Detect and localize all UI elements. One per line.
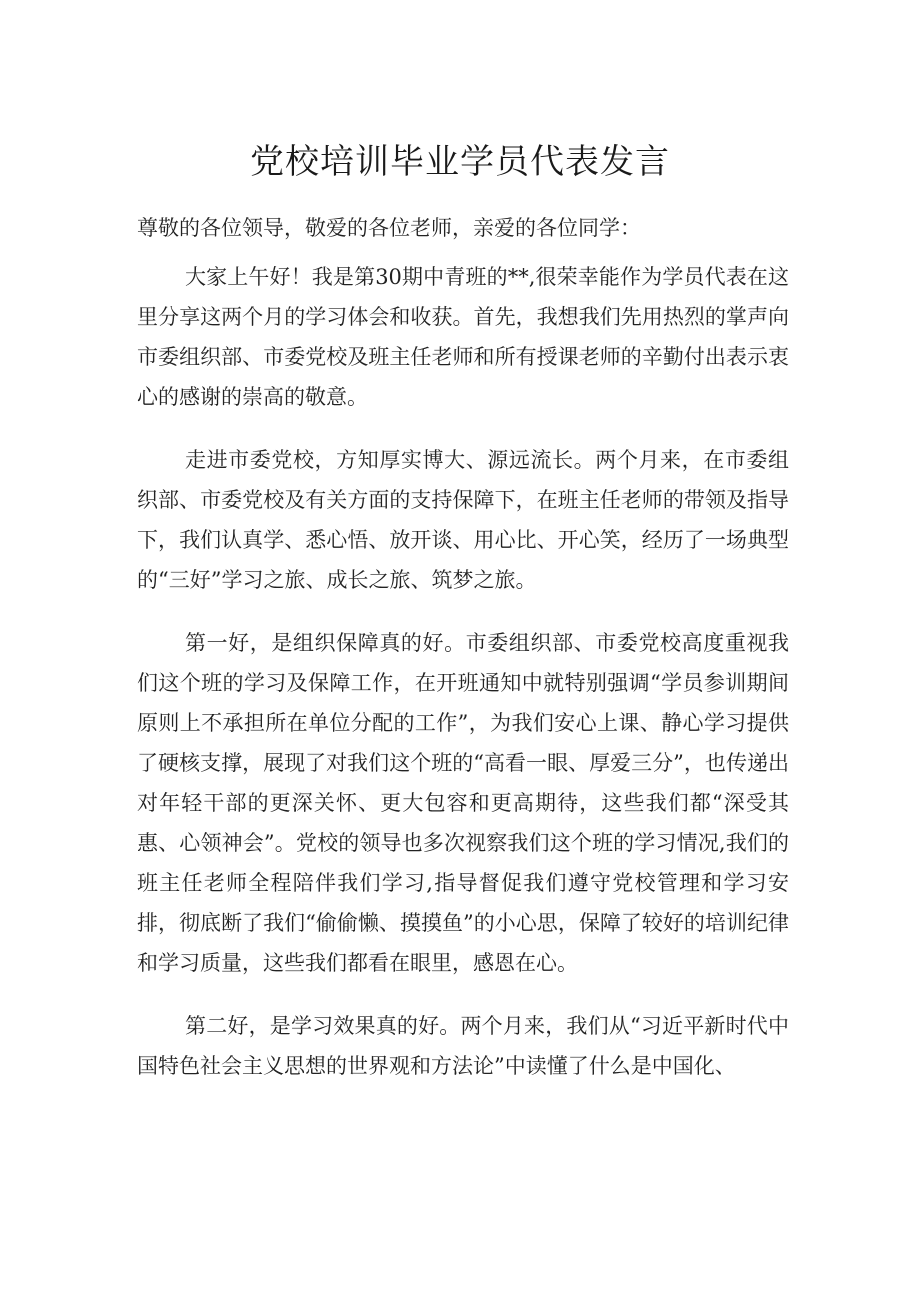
document-title: 党校培训毕业学员代表发言 bbox=[250, 142, 670, 182]
greeting-line: 尊敬的各位领导，敬爱的各位老师，亲爱的各位同学： bbox=[137, 216, 641, 240]
paragraph-opening: 大家上午好！我是第30期中青班的**,很荣幸能作为学员代表在这里分享这两个月的学习体会和收获。首先，我想我们先用热烈的掌声向市委组织部、市委党校及班主任老师和所有授课老师的辛勤付出表示衷心的感谢的崇高的敬意。 bbox=[137, 265, 789, 409]
paragraph-first-good: 第一好，是组织保障真的好。市委组织部、市委党校高度重视我们这个班的学习及保障工作，在开班通知中就特别强调“学员参训期间原则上不承担所在单位分配的工作”，为我们安心上课、静心学习提供了硬核支撑，展现了对我们这个班的“高看一眼、厚爱三分”，也传递出对年轻干部的更深关怀、更大包容和更高期待，这些我们都“深受其惠、心领神会”。党校的领导也多次视察我们这个班的学习情况,我们的班主任老师全程陪伴我们学习,指导督促我们遵守党校管理和学习安排，彻底断了我们“偷偷懒、摸摸鱼”的小心思，保障了较好的培训纪律和学习质量，这些我们都看在眼里，感恩在心。 bbox=[137, 631, 789, 975]
paragraph-journey: 走进市委党校，方知厚实博大、源远流长。两个月来，在市委组织部、市委党校及有关方面的支持保障下，在班主任老师的带领及指导下，我们认真学、悉心悟、放开谈、用心比、开心笑，经历了一场典型的“三好”学习之旅、成长之旅、筑梦之旅。 bbox=[137, 448, 789, 592]
document-body bbox=[137, 208, 789, 1109]
paragraph-second-good: 第二好，是学习效果真的好。两个月来，我们从“习近平新时代中国特色社会主义思想的世界观和方法论”中读懂了什么是中国化、 bbox=[137, 1014, 789, 1078]
